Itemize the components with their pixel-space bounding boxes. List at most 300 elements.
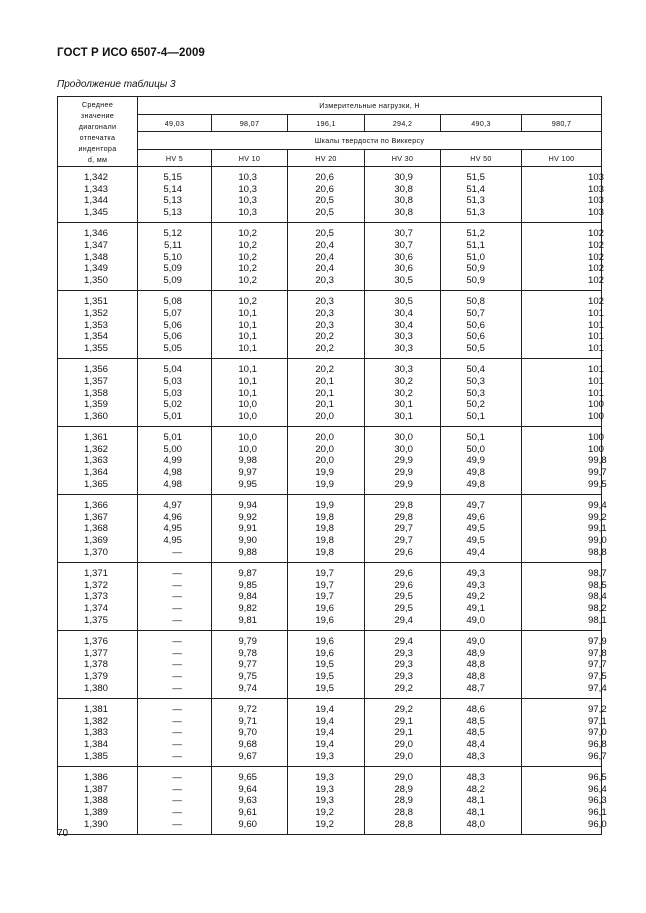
cell-value: 49,0 [466,636,485,648]
cell-value: 50,1 [466,410,485,422]
cell-value: 49,5 [466,523,485,535]
cell-value: 19,6 [315,603,334,614]
cell-value: 48,2 [466,783,485,795]
cell-hv-30 [365,563,441,631]
cell-value: 50,3 [466,375,485,387]
cell-hv-10 [212,223,288,291]
cell-value: 50,8 [466,296,485,308]
cell-value: 51,4 [466,183,485,195]
cell-value: 48,0 [466,818,485,830]
cell-value: — [172,636,182,648]
cell-hv-10 [212,427,288,495]
cell-value: 29,4 [394,636,413,648]
cell-value: 20,3 [315,296,334,308]
cell-value: 19,6 [315,636,334,648]
cell-value: 30,7 [394,239,413,251]
cell-value: 10,3 [238,172,257,183]
cell-hv-5 [138,631,212,699]
cell-value: 99,4 [588,500,607,512]
cell-value: 10,0 [238,399,257,411]
cell-value: — [172,715,182,727]
cell-value: 30,5 [394,296,413,308]
cell-hv-20 [288,223,365,291]
cell-value: 10,1 [238,387,257,399]
cell-value: 50,6 [466,319,485,331]
document-title: ГОСТ Р ИСО 6507-4—2009 [57,47,205,59]
cell-value: 10,2 [238,239,257,251]
cell-value: 20,4 [315,263,334,275]
cell-value: 1,363 [83,455,108,467]
cell-value: 48,4 [466,738,485,750]
cell-value: 98,7 [588,568,607,580]
cell-value: 1,356 [83,364,108,376]
load-header: 294,2 [365,115,441,132]
cell-hv-100 [522,631,607,699]
cell-d [58,767,138,835]
cell-hv-5 [138,563,212,631]
cell-value: 29,8 [394,500,413,512]
diagonal-header-line: отпечатка [79,132,116,142]
cell-hv-10 [212,699,288,767]
cell-value: 9,71 [238,715,257,727]
cell-value: 19,3 [315,783,334,795]
cell-value: 20,6 [315,172,334,183]
cell-value: 1,368 [83,523,108,535]
cell-value: 29,1 [394,715,413,727]
cell-value: 19,4 [315,704,334,716]
page-number: 70 [57,828,69,839]
cell-value: 28,8 [394,806,413,818]
cell-value: 1,358 [83,387,108,399]
cell-hv-100 [522,223,605,291]
cell-hv-30 [365,631,441,699]
diagonal-header-line: индентора [78,143,117,153]
cell-hv-30 [365,699,441,767]
cell-value: — [172,738,182,750]
cell-value: 30,4 [394,319,413,331]
cell-value: 29,6 [394,546,413,558]
cell-value: 1,357 [83,375,108,387]
cell-value: 1,346 [83,228,108,240]
cell-value: 96,8 [588,738,607,750]
cell-value: 30,0 [394,443,413,455]
cell-hv-10 [212,291,288,359]
cell-value: 48,3 [466,772,485,784]
cell-value: 19,8 [315,546,334,558]
cell-hv-5 [138,767,212,835]
cell-hv-10 [212,495,288,563]
cell-value: 9,68 [238,738,257,750]
cell-value: 10,0 [238,410,257,422]
cell-value: 50,4 [466,364,485,376]
cell-value: 20,0 [315,410,334,422]
cell-hv-100 [522,495,607,563]
cell-value: 49,7 [466,500,485,512]
cell-value: 97,2 [588,704,607,716]
cell-value: 5,00 [163,443,182,455]
cell-value: 101 [588,331,605,343]
cell-value: 4,96 [163,511,182,523]
load-header: 980,7 [522,115,602,132]
cell-value: 19,8 [315,511,334,523]
cell-value: 51,1 [466,239,485,251]
cell-hv-10 [212,359,288,427]
cell-d [58,167,138,223]
cell-value: 1,362 [83,443,108,455]
cell-hv-5 [138,223,212,291]
cell-value: 20,2 [315,331,334,343]
cell-value: 5,12 [163,228,182,240]
cell-value: — [172,546,182,558]
cell-value: 29,9 [394,478,413,490]
cell-value: 1,343 [83,183,108,195]
cell-value: — [172,614,182,626]
cell-hv-20 [288,167,365,223]
cell-hv-5 [138,495,212,563]
cell-hv-100 [522,767,607,835]
scale-header: HV 10 [212,150,288,167]
cell-hv-5 [138,427,212,495]
cell-value: 51,5 [466,172,485,183]
cell-value: 30,6 [394,263,413,275]
cell-d [58,563,138,631]
cell-value: 29,8 [394,511,413,523]
cell-value: 10,2 [238,251,257,263]
cell-value: 101 [588,375,605,387]
cell-hv-10 [212,631,288,699]
load-header: 98,07 [212,115,288,132]
cell-value: 19,8 [315,523,334,535]
cell-value: 49,9 [466,455,485,467]
cell-hv-100 [522,699,607,767]
cell-value: — [172,818,182,830]
cell-value: 49,2 [466,591,485,603]
cell-value: 1,381 [83,704,108,716]
cell-value: 98,5 [588,579,607,591]
cell-value: 28,9 [394,783,413,795]
scale-header: HV 5 [138,150,212,167]
cell-value: 5,10 [163,251,182,263]
cell-value: 10,1 [238,331,257,343]
cell-value: 30,2 [394,375,413,387]
cell-value: 101 [588,307,605,319]
cell-value: 30,3 [394,364,413,376]
cell-hv-10 [212,167,288,223]
cell-value: 19,3 [315,750,334,762]
cell-value: — [172,568,182,580]
cell-value: 50,1 [466,432,485,444]
table-row-group [58,167,602,223]
cell-value: — [172,579,182,591]
cell-value: 19,5 [315,670,334,682]
diagonal-header-line: Среднее [81,99,114,109]
cell-value: 5,14 [163,183,182,195]
cell-value: 4,99 [163,455,182,467]
cell-value: 103 [588,206,605,218]
cell-value: 9,81 [238,614,257,626]
cell-value: 102 [588,263,605,275]
cell-value: — [172,806,182,818]
cell-value: 4,95 [163,523,182,535]
cell-value: 5,05 [163,342,182,354]
cell-value: — [172,727,182,739]
cell-value: 20,3 [315,319,334,331]
cell-value: 9,63 [238,795,257,807]
cell-value: 1,377 [83,647,108,659]
cell-value: 1,351 [83,296,108,308]
cell-value: 30,8 [394,206,413,218]
cell-hv-10 [212,563,288,631]
cell-value: 30,0 [394,432,413,444]
cell-value: 9,77 [238,659,257,671]
cell-value: — [172,682,182,694]
cell-value: 19,4 [315,738,334,750]
scale-header: HV 50 [441,150,522,167]
cell-value: 50,9 [466,263,485,275]
cell-value: 30,1 [394,410,413,422]
cell-value: — [172,591,182,603]
cell-value: 19,2 [315,806,334,818]
cell-value: 29,3 [394,659,413,671]
cell-hv-50 [441,167,522,223]
cell-value: 5,04 [163,364,182,376]
cell-value: 1,389 [83,806,108,818]
cell-hv-100 [522,167,605,223]
cell-value: 19,7 [315,591,334,603]
cell-value: — [172,659,182,671]
cell-value: 30,3 [394,342,413,354]
cell-value: 29,3 [394,647,413,659]
cell-value: 19,9 [315,478,334,490]
cell-value: 96,5 [588,772,607,784]
cell-hv-50 [441,563,522,631]
table-row-group [58,359,602,427]
cell-value: 1,380 [83,682,108,694]
cell-value: 5,03 [163,387,182,399]
hardness-table [57,96,607,835]
cell-value: 9,87 [238,568,257,580]
cell-value: — [172,647,182,659]
cell-hv-50 [441,767,522,835]
cell-value: 30,8 [394,195,413,207]
cell-value: 30,8 [394,183,413,195]
loads-title: Измерительные нагрузки, Н [138,97,602,115]
cell-value: 19,3 [315,795,334,807]
cell-value: 50,6 [466,331,485,343]
scales-title: Шкалы твердости по Виккерсу [138,132,602,150]
cell-value: 28,9 [394,795,413,807]
cell-value: 99,5 [588,478,607,490]
cell-value: 98,8 [588,546,607,558]
cell-value: 5,08 [163,296,182,308]
cell-value: 19,7 [315,579,334,591]
load-header: 49,03 [138,115,212,132]
cell-value: 96,0 [588,818,607,830]
table-header [58,97,602,167]
cell-hv-30 [365,495,441,563]
load-header: 490,3 [441,115,522,132]
cell-value: 1,373 [83,591,108,603]
table-body [58,167,607,835]
cell-value: 29,2 [394,682,413,694]
cell-value: 10,2 [238,228,257,240]
cell-hv-30 [365,767,441,835]
cell-value: 49,8 [466,467,485,479]
cell-value: 98,1 [588,614,607,626]
cell-value: 48,9 [466,647,485,659]
cell-value: 4,95 [163,535,182,547]
cell-value: 9,84 [238,591,257,603]
cell-value: 99,0 [588,535,607,547]
cell-value: 1,385 [83,750,108,762]
cell-value: 1,369 [83,535,108,547]
cell-value: 10,2 [238,263,257,275]
cell-value: 20,4 [315,251,334,263]
cell-value: 1,355 [83,342,108,354]
cell-value: 4,98 [163,478,182,490]
cell-value: 9,75 [238,670,257,682]
cell-value: 102 [588,251,605,263]
cell-value: 10,2 [238,274,257,286]
cell-value: 1,388 [83,795,108,807]
cell-hv-5 [138,699,212,767]
cell-value: 9,94 [238,500,257,512]
cell-value: — [172,704,182,716]
cell-value: 10,3 [238,183,257,195]
cell-value: 1,364 [83,467,108,479]
table-row-group [58,563,602,631]
cell-value: 49,0 [466,614,485,626]
cell-value: 1,360 [83,410,108,422]
cell-hv-30 [365,359,441,427]
cell-value: 1,348 [83,251,108,263]
cell-value: 1,367 [83,511,108,523]
cell-value: 1,352 [83,307,108,319]
cell-value: 102 [588,239,605,251]
cell-value: 29,5 [394,603,413,614]
cell-value: 5,11 [164,239,182,251]
cell-value: 101 [588,364,605,376]
cell-value: 28,8 [394,818,413,830]
cell-value: 49,1 [466,603,485,614]
cell-value: 96,7 [588,750,607,762]
cell-value: 100 [588,432,605,444]
cell-value: 29,9 [394,455,413,467]
cell-value: 19,3 [315,772,334,784]
cell-value: 51,0 [466,251,485,263]
cell-value: 1,376 [83,636,108,648]
cell-value: 9,64 [238,783,257,795]
cell-value: 50,2 [466,399,485,411]
cell-value: 48,8 [466,670,485,682]
cell-value: 97,1 [588,715,607,727]
cell-value: 51,2 [466,228,485,240]
cell-value: 19,2 [315,818,334,830]
cell-value: 97,7 [588,659,607,671]
cell-value: 1,383 [83,727,108,739]
cell-value: 10,3 [238,195,257,207]
cell-value: 1,371 [83,568,108,580]
load-header: 196,1 [288,115,365,132]
cell-hv-20 [288,563,365,631]
cell-value: 1,379 [83,670,108,682]
cell-value: 97,0 [588,727,607,739]
cell-value: 29,1 [394,727,413,739]
cell-value: — [172,670,182,682]
cell-value: 1,384 [83,738,108,750]
cell-hv-100 [522,359,605,427]
cell-hv-30 [365,291,441,359]
cell-value: 29,0 [394,772,413,784]
cell-hv-20 [288,291,365,359]
cell-value: 9,92 [238,511,257,523]
cell-value: 48,6 [466,704,485,716]
cell-value: 20,3 [315,307,334,319]
cell-value: 9,95 [238,478,257,490]
cell-hv-50 [441,495,522,563]
cell-value: 19,4 [315,715,334,727]
cell-hv-20 [288,631,365,699]
cell-value: 5,06 [163,319,182,331]
cell-d [58,427,138,495]
cell-value: 101 [588,342,605,354]
cell-value: 20,1 [315,387,334,399]
cell-value: 9,85 [238,579,257,591]
cell-value: 19,5 [315,682,334,694]
cell-value: 49,3 [466,579,485,591]
cell-value: 49,5 [466,535,485,547]
cell-value: 1,365 [83,478,108,490]
cell-hv-50 [441,359,522,427]
cell-value: 10,1 [238,319,257,331]
cell-value: 19,5 [315,659,334,671]
cell-value: 29,6 [394,568,413,580]
cell-value: 1,370 [83,546,108,558]
cell-value: 5,07 [163,307,182,319]
table-row-group [58,631,602,699]
cell-value: 5,03 [163,375,182,387]
scale-header: HV 30 [365,150,441,167]
cell-value: 9,72 [238,704,257,716]
cell-value: 29,9 [394,467,413,479]
cell-value: 101 [588,387,605,399]
table-row-group [58,767,602,835]
cell-hv-20 [288,767,365,835]
cell-value: 96,3 [588,795,607,807]
cell-value: 98,4 [588,591,607,603]
cell-value: 20,5 [315,228,334,240]
cell-value: 1,359 [83,399,108,411]
cell-value: 5,13 [163,206,182,218]
cell-value: 49,6 [466,511,485,523]
cell-value: 51,3 [466,206,485,218]
diagonal-header-line: d, мм [87,154,108,164]
cell-value: 96,4 [588,783,607,795]
cell-value: 1,353 [83,319,108,331]
cell-value: 29,0 [394,750,413,762]
cell-value: 19,6 [315,647,334,659]
cell-value: 9,78 [238,647,257,659]
cell-value: 20,5 [315,206,334,218]
cell-value: 100 [588,399,605,411]
cell-value: 49,3 [466,568,485,580]
cell-value: 20,0 [315,443,334,455]
cell-value: 1,374 [83,603,108,614]
cell-value: 29,4 [394,614,413,626]
cell-value: 20,1 [315,375,334,387]
cell-value: 1,390 [83,818,108,830]
cell-value: 20,2 [315,364,334,376]
